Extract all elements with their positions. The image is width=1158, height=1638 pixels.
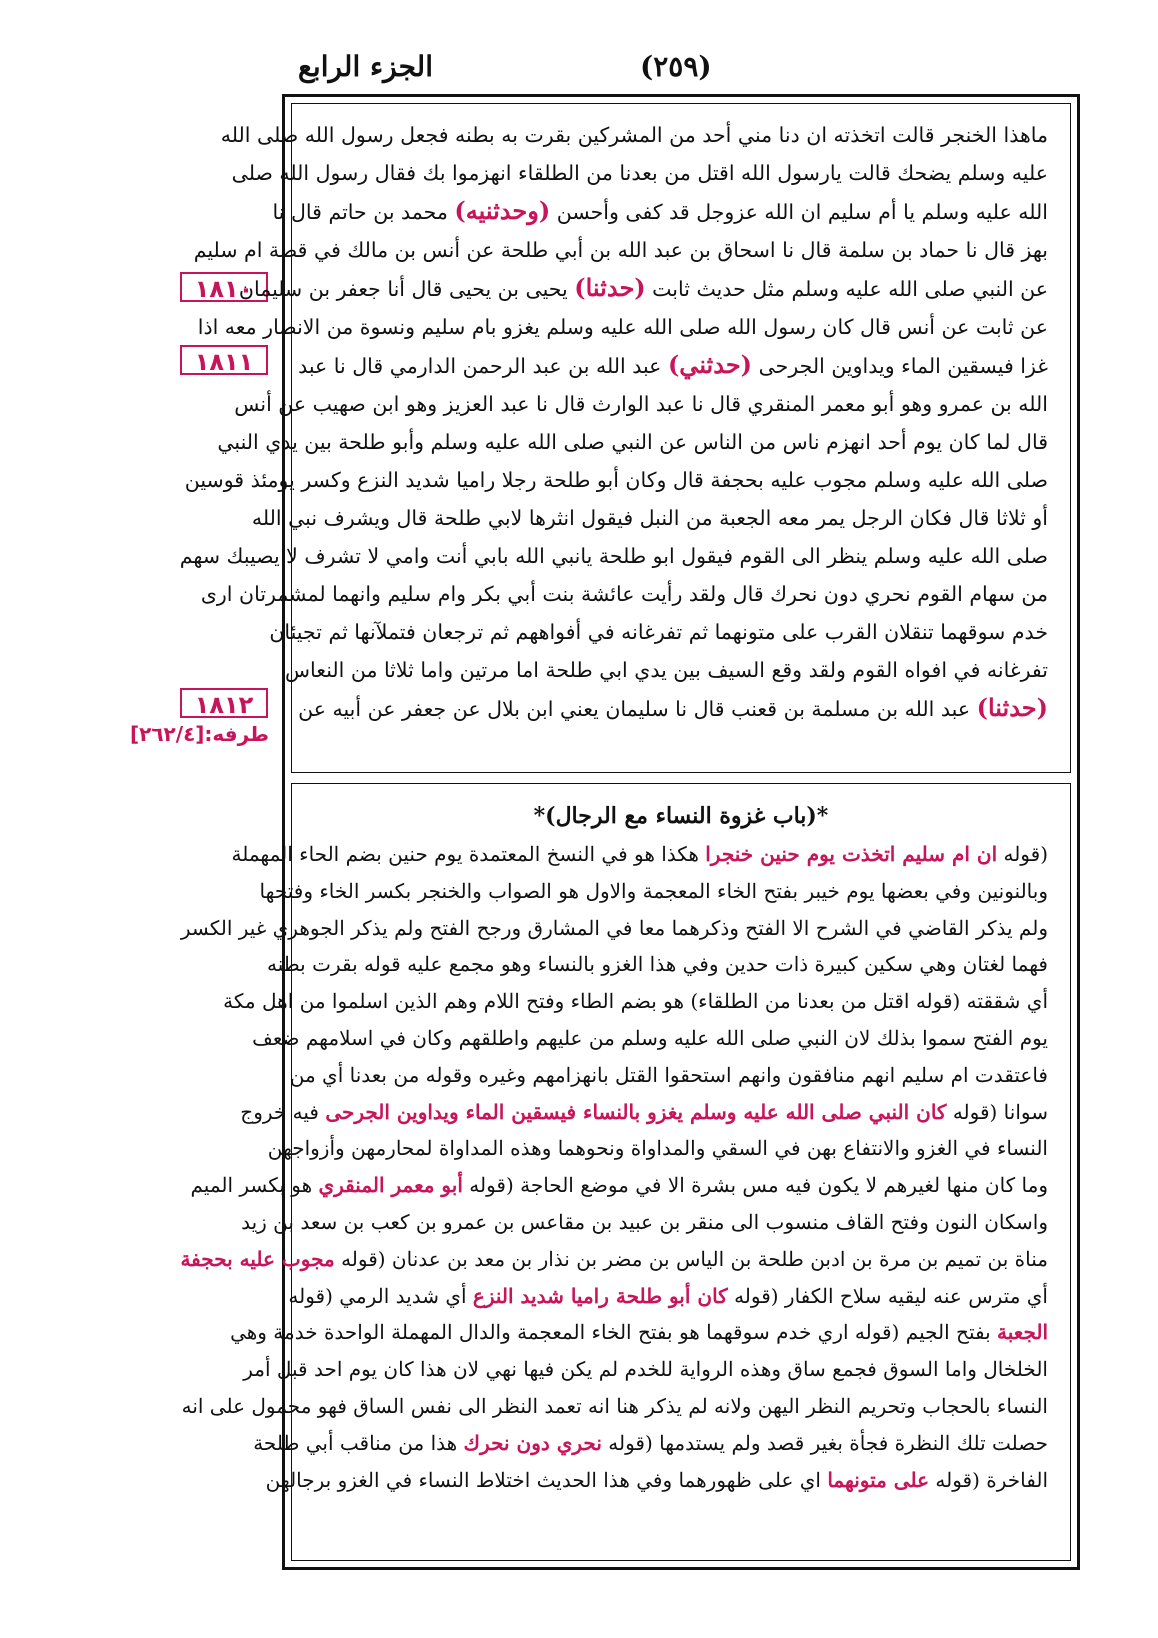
text-segment: عليه وسلم يضحك قالت يارسول الله اقتل من بعدنا من الطلقاء انهزموا بك فقال رسول الله صلى <box>231 161 1048 185</box>
hadith-line <box>298 689 1048 728</box>
text-segment: النساء بالحجاب وتحريم النظر اليهن ولانه لم يذكر هنا انه تعمد النظر الى نفس الساق فهو محمول على انه <box>181 1393 1048 1418</box>
quoted-lemma: ان ام سليم اتخذت يوم حنين خنجرا <box>705 842 998 866</box>
text-segment: فيه خروج <box>240 1099 319 1124</box>
quoted-lemma: الجعبة <box>997 1320 1048 1345</box>
text-segment: من سهام القوم نحري دون نحرك قال ولقد رأيت عائشة بنت أبي بكر وام سليم وانهما لمشمرتان ارى <box>200 582 1048 606</box>
text-segment: عن ثابت عن أنس قال كان رسول الله صلى الله عليه وسلم يغزو بام سليم ونسوة من الانصار معه اذا <box>197 315 1048 339</box>
chapter-title: *(باب غزوة النساء مع الرجال)* <box>533 803 829 829</box>
text-segment: أو ثلاثا قال فكان الرجل يمر معه الجعبة من النبل فيقول انثرها لابي طلحة قال ويشرف نبي الله <box>251 506 1048 530</box>
isnad-keyword: (حدثنا) <box>976 693 1048 722</box>
hadith-number-badge: ١٨١٢ <box>180 688 268 718</box>
commentary-line <box>180 910 1048 947</box>
commentary-line <box>180 1241 1048 1278</box>
text-segment: النساء في الغزو والانتفاع بهن في السقي والمداواة ونحوهما وهذه المداواة لمحارمهن وأزواجهن <box>267 1136 1048 1161</box>
text-segment: اي على ظهورهما وفي هذا الحديث اختلاط النساء في الغزو برجالهن <box>265 1467 821 1492</box>
hadith-number-badge: ١٨١١ <box>180 345 268 375</box>
commentary-line <box>252 1020 1048 1057</box>
hadith-line <box>269 613 1048 651</box>
commentary-lines <box>180 836 1048 1498</box>
text-segment: سوانا (قوله <box>952 1099 1048 1124</box>
commentary-box <box>180 783 1071 1561</box>
hadith-line <box>272 192 1048 231</box>
hadith-line <box>193 231 1048 269</box>
text-segment: مناة بن تميم بن مرة بن ادبن طلحة بن الياس بن مضر بن نذار بن معد بن عدنان (قوله <box>341 1246 1048 1271</box>
text-segment: وما كان منها لغيرهم لا يكون فيه مس بشرة الا في موضع الحاجة (قوله <box>469 1173 1048 1198</box>
commentary-line <box>289 1057 1048 1094</box>
text-segment: واسكان النون وفتح القاف منسوب الى منقر بن عبيد بن مقاعس بن عمرو بن كعب بن سعد بن زيد <box>241 1209 1048 1234</box>
text-segment: أي شققته (قوله اقتل من بعدنا من الطلقاء) هو بضم الطاء وفتح اللام وهم الذين اسلموا من اهل مكة <box>223 989 1048 1014</box>
text-segment: تفرغانه في افواه القوم ولقد وقع السيف بين يدي ابي طلحة اما مرتين واما ثلاثا من النعاس <box>285 658 1048 682</box>
commentary-line <box>241 1204 1048 1241</box>
text-segment: خدم سوقهما تنقلان القرب على متونهما ثم تفرغانه في أفواههم ثم ترجعان فتملآنها ثم تجيئان <box>269 620 1048 644</box>
text-segment: الفاخرة (قوله <box>935 1467 1048 1492</box>
text-segment: ولم يذكر القاضي في الشرح الا الفتح وذكرهما معا في المشارق ورجح الفتح ولم يذكر الجوهري غير الكسر <box>180 915 1048 940</box>
hadith-line <box>200 575 1048 613</box>
commentary-line <box>231 836 1048 873</box>
isnad-keyword: (حدثنا) <box>574 273 646 302</box>
part-header: الجزء الرابع <box>298 50 433 83</box>
text-segment: صلى الله عليه وسلم مجوب عليه بحجفة قال وكان أبو طلحة رجلا راميا شديد النزع وكسر يومئذ قوسين <box>184 468 1048 492</box>
quoted-lemma: أبو معمر المنقري <box>318 1173 463 1198</box>
hadith-line <box>179 537 1048 575</box>
isnad-keyword: (حدثني) <box>667 350 753 379</box>
commentary-line <box>259 873 1048 910</box>
commentary-line <box>230 1314 1048 1351</box>
hadith-line <box>285 651 1048 689</box>
hadith-line <box>217 423 1048 461</box>
quoted-lemma: مجوب عليه بحجفة <box>180 1246 335 1271</box>
hadith-line <box>197 308 1048 346</box>
hadith-line <box>238 269 1048 308</box>
text-segment: بفتح الجيم (قوله اري خدم سوقهما هو بفتح الخاء المعجمة والدال المهملة الواحدة خدمة وهي <box>230 1320 991 1345</box>
hadith-line <box>234 385 1048 423</box>
text-segment: صلى الله عليه وسلم ينظر الى القوم فيقول ابو طلحة يانبي الله بابي أنت وامي لا تشرف لا يصيبك سهم <box>179 544 1048 568</box>
text-segment: وبالنونين وفي بعضها يوم خيبر بفتح الخاء المعجمة والاول هو الصواب والخنجر بكسر الخاء وفتحها <box>259 878 1048 903</box>
commentary-line <box>243 1351 1048 1388</box>
hadith-number-badge: ١٨١٠ <box>180 272 268 302</box>
text-segment: قال لما كان يوم أحد انهزم ناس من الناس عن النبي صلى الله عليه وسلم وأبو طلحة بين يدي النبي <box>217 430 1048 454</box>
commentary-line <box>240 1094 1048 1131</box>
commentary-line <box>253 1425 1048 1462</box>
text-segment: الخلخال واما السوق فجمع ساق وهذه الرواية للخدم لم يكن فيها نهي لان هذا كان يوم احد قبل أمر <box>243 1357 1048 1382</box>
commentary-line <box>181 1388 1048 1425</box>
hadith-line <box>184 461 1048 499</box>
text-segment: (قوله <box>1003 842 1048 866</box>
quoted-lemma: كان أبو طلحة راميا شديد النزع <box>472 1283 728 1308</box>
commentary-line <box>267 1130 1048 1167</box>
commentary-line <box>265 1462 1048 1499</box>
text-segment: محمد بن حاتم قال نا <box>272 200 448 224</box>
page-number: (٢٥٩) <box>640 50 712 83</box>
text-segment: هو بكسر الميم <box>190 1173 313 1198</box>
text-segment: فهما لغتان وهي سكين كبيرة ذات حدين وفي هذا الغزو بالنساء وهو مجمع عليه قوله بقرت بطنه <box>267 952 1048 977</box>
hadith-line <box>220 116 1048 154</box>
text-segment: يوم الفتح سموا بذلك لان النبي صلى الله عليه وسلم من عليهم واطلقهم وكان في اسلامهم ضعف <box>252 1025 1048 1050</box>
quoted-lemma: نحري دون نحرك <box>463 1430 602 1455</box>
text-segment: ماهذا الخنجر قالت اتخذته ان دنا مني أحد من المشركين بقرت به بطنه فجعل رسول الله صلى الله <box>220 123 1048 147</box>
commentary-line <box>288 1278 1048 1315</box>
cross-reference: طرفه:[٢٦٢/٤] <box>130 722 269 746</box>
text-segment: الله بن عمرو وهو أبو معمر المنقري قال نا عبد الوارث قال نا عبد العزيز وهو ابن صهيب عن أنس <box>234 392 1048 416</box>
commentary-line <box>223 983 1048 1020</box>
text-segment: هذا من مناقب أبي طلحة <box>253 1430 458 1455</box>
text-segment: عبد الله بن عبد الرحمن الدارمي قال نا عبد <box>298 354 662 378</box>
commentary-line <box>190 1167 1048 1204</box>
quoted-lemma: على متونهما <box>827 1467 930 1492</box>
text-segment: عبد الله بن مسلمة بن قعنب قال نا سليمان يعني ابن بلال عن جعفر عن أبيه عن <box>298 697 971 721</box>
text-segment: بهز قال نا حماد بن سلمة قال نا اسحاق بن عبد الله بن أبي طلحة عن أنس بن مالك في قصة ام سليم <box>193 238 1048 262</box>
text-segment: أي مترس عنه ليقيه سلاح الكفار (قوله <box>734 1283 1048 1308</box>
text-segment: فاعتقدت ام سليم انهم منافقون وانهم استحقوا القتل بانهزامهم وغيره وقوله من بعدنا أي من <box>289 1062 1048 1087</box>
text-segment: أي شديد الرمي (قوله <box>288 1283 467 1308</box>
hadith-line <box>231 154 1048 192</box>
text-segment: يحيى بن يحيى قال أنا جعفر بن سليمان <box>238 277 568 301</box>
text-segment: الله عليه وسلم يا أم سليم ان الله عزوجل قد كفى وأحسن <box>556 200 1048 224</box>
quoted-lemma: كان النبي صلى الله عليه وسلم يغزو بالنساء فيسقين الماء ويداوين الجرحى <box>325 1099 947 1124</box>
hadith-line <box>298 346 1048 385</box>
isnad-keyword: (وحدثنيه) <box>454 196 551 225</box>
text-segment: هكذا هو في النسخ المعتمدة يوم حنين بضم الحاء المهملة <box>231 842 699 866</box>
commentary-line <box>267 946 1048 983</box>
text-segment: حصلت تلك النظرة فجأة بغير قصد ولم يستدمها (قوله <box>608 1430 1048 1455</box>
text-segment: غزا فيسقين الماء ويداوين الجرحى <box>758 354 1048 378</box>
text-segment: عن النبي صلى الله عليه وسلم مثل حديث ثابت <box>652 277 1048 301</box>
hadith-line <box>251 499 1048 537</box>
